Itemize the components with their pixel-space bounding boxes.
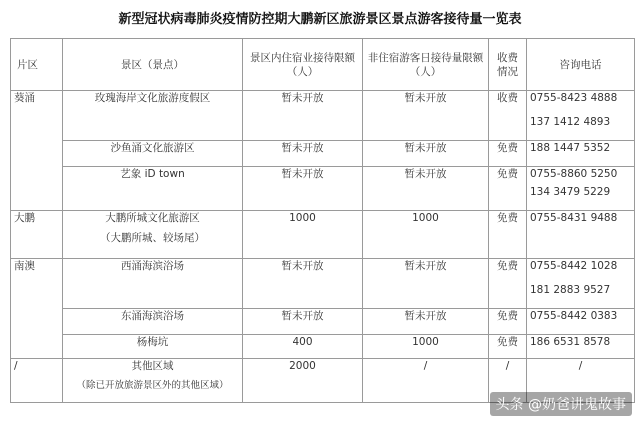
phone-number: 137 1412 4893 [530, 116, 611, 128]
phone-number: 0755-8442 0383 [527, 309, 635, 335]
header-row [11, 39, 635, 91]
phone-number: 188 1447 5352 [527, 141, 635, 167]
outer-limit: 1000 [363, 211, 489, 259]
scenic-name: 杨梅坑 [63, 335, 243, 359]
fee-status: / [489, 359, 527, 403]
fee-status: 免费 [489, 259, 527, 309]
scenic-name: 沙鱼涌文化旅游区 [63, 141, 243, 167]
header-outer-limit-line1: 非住宿游客日接待量限额 [367, 51, 484, 64]
phone-number: 134 3479 5229 [530, 186, 611, 198]
phone-number: 0755-8431 9488 [527, 211, 635, 259]
watermark: 头条 @奶爸讲鬼故事 [490, 392, 632, 416]
table-row [11, 141, 635, 167]
inner-limit: 暂未开放 [243, 91, 363, 141]
header-outer-limit [363, 39, 489, 91]
header-inner-limit-line2: （人） [286, 65, 319, 78]
phone-number: 0755-8442 1028 [530, 260, 618, 272]
fee-status: 免费 [489, 167, 527, 211]
phone-cell [527, 167, 635, 211]
phone-number: / [527, 359, 635, 403]
header-outer-limit-line2: （人） [409, 65, 442, 78]
scenic-name: 艺象 iD town [63, 167, 243, 211]
phone-number: 0755-8423 4888 [530, 92, 618, 104]
header-inner-limit [243, 39, 363, 91]
inner-limit: 暂未开放 [243, 167, 363, 211]
phone-cell [527, 259, 635, 309]
district-cell: 葵涌 [11, 91, 63, 211]
table-row [11, 167, 635, 211]
header-scenic: 景区（景点） [63, 39, 243, 91]
phone-cell [527, 91, 635, 141]
scenic-name-cell [63, 211, 243, 259]
district-cell: 南澳 [11, 259, 63, 359]
outer-limit: 暂未开放 [363, 167, 489, 211]
outer-limit: 暂未开放 [363, 91, 489, 141]
header-fee-line2: 情况 [497, 65, 518, 78]
page-title: 新型冠状病毒肺炎疫情防控期大鹏新区旅游景区景点游客接待量一览表 [118, 12, 522, 27]
inner-limit: 暂未开放 [243, 259, 363, 309]
scenic-name: 西涌海滨浴场 [63, 259, 243, 309]
scenic-name: 东涌海滨浴场 [63, 309, 243, 335]
header-inner-limit-line1: 景区内住宿业接待限额 [250, 51, 355, 64]
inner-limit: 暂未开放 [243, 309, 363, 335]
table-row [11, 335, 635, 359]
outer-limit: 暂未开放 [363, 309, 489, 335]
header-fee-line1: 收费 [497, 51, 518, 64]
inner-limit: 2000 [243, 359, 363, 403]
district-cell: / [11, 359, 63, 403]
scenic-name: 其他区域 [131, 360, 174, 372]
scenic-name-cell [63, 359, 243, 403]
fee-status: 免费 [489, 335, 527, 359]
header-district: 片区 [11, 39, 63, 91]
phone-number: 181 2883 9527 [530, 284, 611, 296]
outer-limit: / [363, 359, 489, 403]
scenic-subname: （除已开放旅游景区外的其他区域） [76, 380, 229, 391]
fee-status: 免费 [489, 211, 527, 259]
outer-limit: 1000 [363, 335, 489, 359]
table-row [11, 211, 635, 259]
header-fee [489, 39, 527, 91]
scenic-subname: （大鹏所城、较场尾） [100, 232, 205, 244]
scenic-name: 玫瑰海岸文化旅游度假区 [63, 91, 243, 141]
table-row [11, 259, 635, 309]
outer-limit: 暂未开放 [363, 141, 489, 167]
outer-limit: 暂未开放 [363, 259, 489, 309]
visitor-quota-table [10, 38, 635, 403]
phone-number: 186 6531 8578 [527, 335, 635, 359]
scenic-name: 大鹏所城文化旅游区 [105, 212, 200, 224]
district-cell: 大鹏 [11, 211, 63, 259]
table-row [11, 309, 635, 335]
inner-limit: 400 [243, 335, 363, 359]
fee-status: 免费 [489, 309, 527, 335]
fee-status: 免费 [489, 141, 527, 167]
table-row [11, 91, 635, 141]
inner-limit: 暂未开放 [243, 141, 363, 167]
inner-limit: 1000 [243, 211, 363, 259]
phone-number: 0755-8860 5250 [530, 168, 618, 180]
header-phone: 咨询电话 [527, 39, 635, 91]
fee-status: 收费 [489, 91, 527, 141]
